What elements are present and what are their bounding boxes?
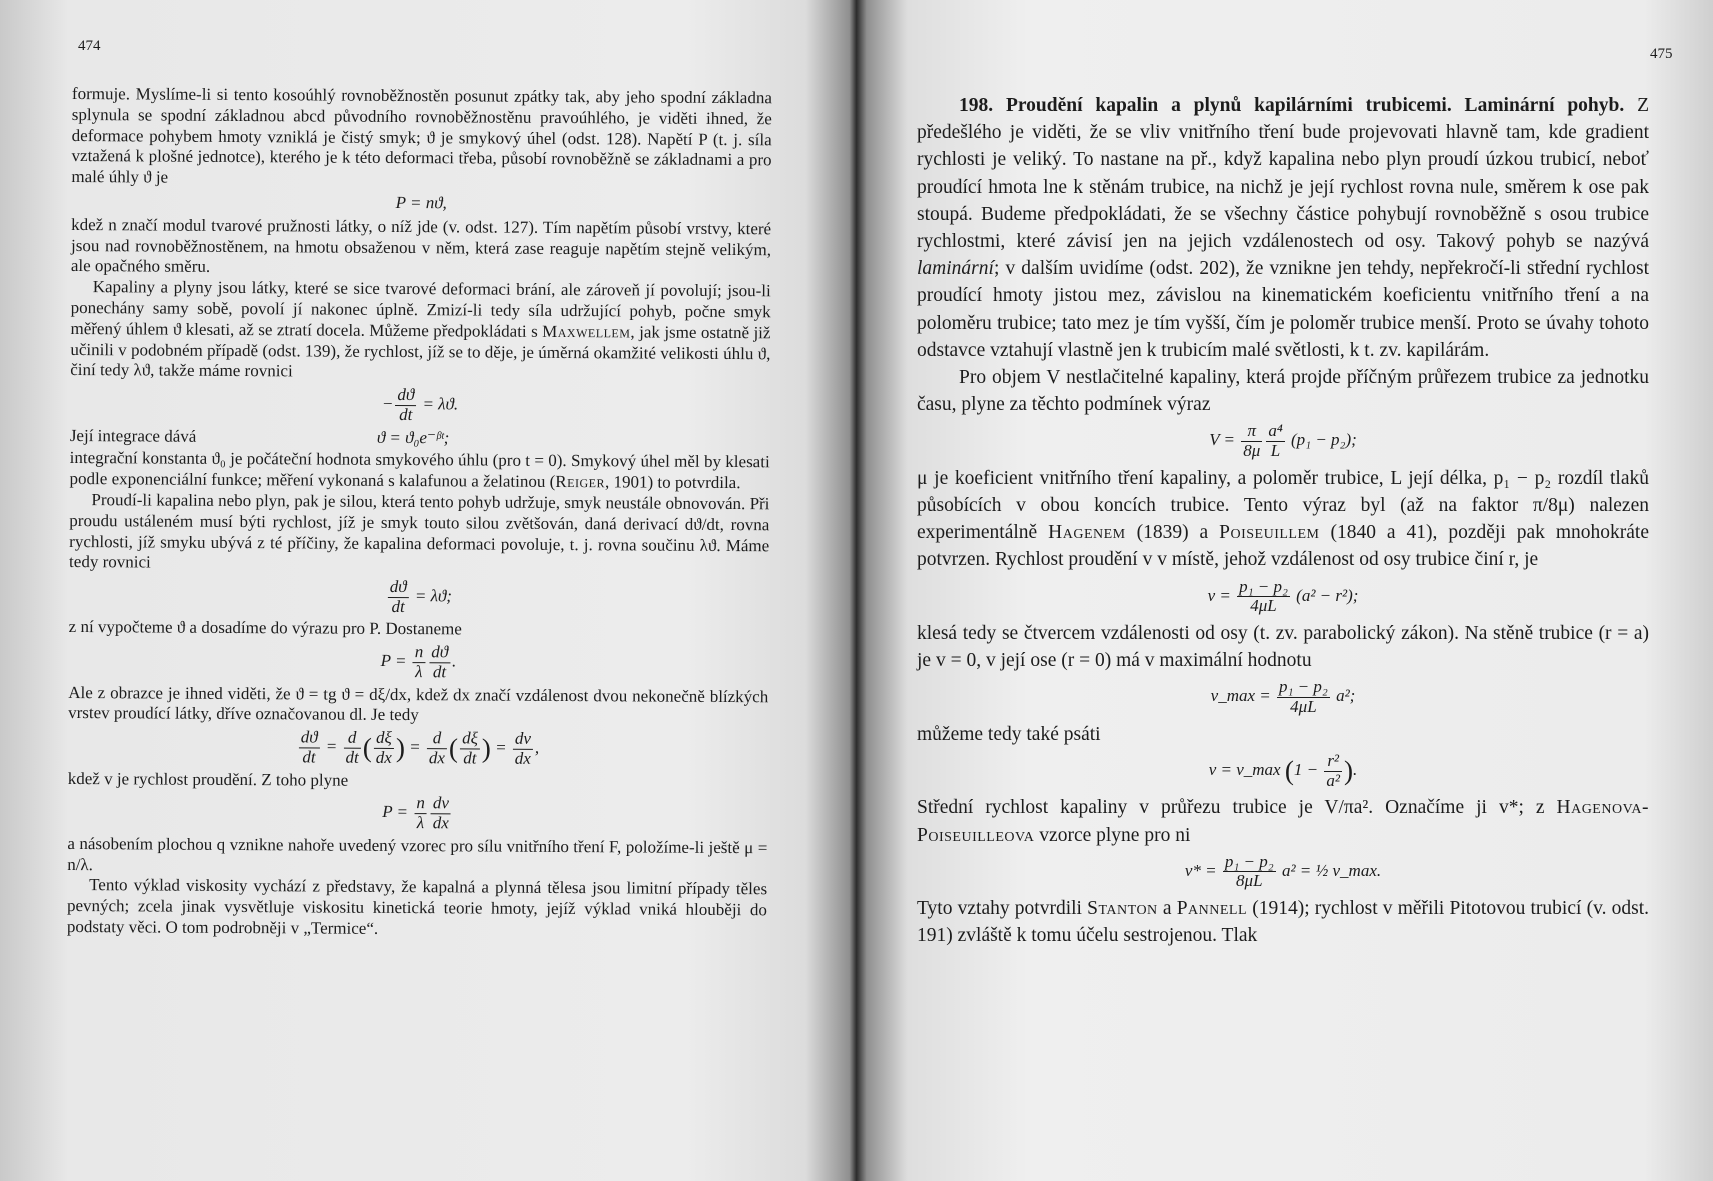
equation: P = nϑ, <box>395 192 447 213</box>
text-run: Střední rychlost kapaliny v průřezu trubice je V/πa². Označíme ji v*; z <box>917 797 1557 819</box>
paragraph <box>70 277 771 385</box>
text-run: Z předešlého je viděti, že se vliv vnitřního tření bude projevovati hlavně tam, kde gradient rychlosti je veliký. To nastane na př., když kapalina nebo plyn proudí úzkou trubicí, neboť proudící hmota lne k stěnám trubice, na nichž je její rychlost rovna nule, směrem k ose pak stoupá. Budeme předpokládati, že se všechny částice pohybují rovnoběžně s osou trubice rychlostmi, které závisí jen na jejich vzdálenostech od osy. Takový pohyb se nazývá <box>917 95 1649 253</box>
text-run: ; v dalším uvidíme (odst. 202), že vznikne jen tehdy, nepřekročí-li střední rychlost proudící hmoty jistou mez, závislou na kinematickém koeficientu vnitřního tření a na poloměru trubice; tato mez je tím vyšší, čím je poloměr trubice menší. Proto se úvahy tohoto odstavce vztahují vlastně jen k trubicím malé světlosti, k t. zv. kapilárám. <box>917 258 1649 361</box>
paragraph: klesá tedy se čtvercem vzdálenosti od osy (t. zv. parabolický zákon). Na stěně trubice (r = a) je v = 0, v její ose (r = 0) má v maximální hodnotu <box>917 623 1649 672</box>
equation: v_max = $\frac{\text{p₁ − p₂}}{4\mu L}$ a²; <box>1210 677 1356 717</box>
equation-row <box>70 426 770 451</box>
paragraph: z ní vypočteme ϑ a dosadíme do výrazu pro P. Dostaneme <box>68 617 462 639</box>
text-run: integrační konstanta ϑ₀ je počáteční hodnota smykového úhlu (pro t = 0). Smykový úhel měl by klesati podle exponenciální funkce; měření vykonaná s kalafunou a želatinou ( <box>69 448 770 492</box>
paragraph: kdež v je rychlost proudění. Z toho plyne <box>67 768 349 790</box>
equation: $\frac{dϑ}{dt}$ = λϑ; <box>69 576 769 619</box>
text-run: (1914); rychlost v měřili Pitotovou trubicí (v. odst. 191) zvláště k tomu účelu sestrojenou. Tlak <box>917 898 1650 947</box>
text-run: (1840 a 41), později pak mnohokráte potvrzen. Rychlost proudění v v místě, jehož vzdálenost od osy trubice činí r, je <box>917 522 1649 571</box>
paragraph <box>70 448 770 494</box>
text-run: (1839) a <box>1125 522 1220 544</box>
equation: v* = $\frac{\text{p₁ − p₂}}{8\mu L}$ a² = ½ v_max. <box>1184 851 1382 891</box>
paragraph <box>917 465 1649 574</box>
paragraph: formuje. Myslíme-li si tento kosoúhlý rovnoběžnostěn posunut zpátky tak, aby jeho spodní základna splynula se spodní základnou abcd původního rovnoběžnostěnu pravoúhlého, je viděti ihned, že deformace pohybem hmoty vzniklá je čistý smyk; ϑ je smykový úhel (odst. 128). Napětí P (t. j. síla vztažená k plošné jednotce), kterého je k této deformaci třeba, působí rovnoběžně se základnami a pro malé úhly ϑ je <box>71 84 772 187</box>
paragraph <box>917 895 1649 949</box>
author-name: Reiger <box>555 472 606 492</box>
equation: ϑ = ϑ₀e⁻ᵝᵗ; <box>376 427 450 447</box>
text-run: Kapaliny a plyny jsou látky, které se sice tvarové deformaci brání, ale zároveň jí povolují; jsou-li ponechány samy sobě, povolí jí nakonec úplně. Zmizí-li tedy síla udržující pohyb, počne smyk měřený úhlem ϑ klesati, až se ztratí docela. Můžeme předpokládati s <box>70 277 771 341</box>
equation: V = $\frac{\pi}{8\mu}$ $\frac{\text{a⁴}}{L}$ (p₁ − p₂); <box>1209 421 1357 461</box>
paragraph: Pro objem V nestlačitelné kapaliny, která projde příčným průřezem trubice za jednotku času, plyne za těchto podmínek výraz <box>917 367 1649 416</box>
right-text-column <box>917 92 1649 950</box>
text-run: μ je koeficient vnitřního tření kapaliny, a poloměr trubice, L její délka, p₁ − p₂ rozdíl tlaků působících v obou koncích trubice. Tento výraz byl (až na faktor π/8μ) nalezen experimentálně <box>917 467 1649 544</box>
paragraph <box>917 92 1649 364</box>
text-run: , 1901) to potvrdila. <box>604 472 741 493</box>
left-page <box>0 0 850 1181</box>
paragraph: můžeme tedy také psáti <box>917 723 1101 745</box>
paragraph: Tento výklad viskosity vychází z představy, že kapalná a plynná tělesa jsou limitní případy těles pevných; zcela jinak vysvětluje viskositu kinetická teorie hmoty, jejíž výklad vniká hlouběji do podstaty věci. O tom podrobněji v „Termice“. <box>66 875 768 938</box>
text-run: vzorce plyne pro ni <box>1034 824 1191 846</box>
paragraph: Proudí-li kapalina nebo plyn, pak je silou, která tento pohyb udržuje, smyk neustále obnovován. Při proudu ustáleném musí býti rychlost, jíž je smyk touto silou zvětšován, daná derivací dϑ/dt, rovna rychlosti, jíž smyku ubývá z té příčiny, že kapalina deformaci povoluje, t. j. rovna součinu λϑ. Máme tedy rovnici <box>69 490 770 572</box>
text-run: Tyto vztahy potvrdili <box>917 898 1088 920</box>
equation: v = $\frac{\text{p₁ − p₂}}{4\mu L}$ (a² − r²); <box>1207 576 1359 616</box>
author-name: Maxwellem <box>542 321 631 342</box>
page-number: 475 <box>1650 46 1673 62</box>
author-name: Hagenem <box>1048 522 1126 544</box>
equation: $\frac{dϑ}{dt}$ = $\frac{d}{dt}$ ( $\frac{d\xi}{dx}$ ) = $\frac{d}{dx}$ ( $\frac{d\xi}{dt}$ ) = $\frac{dv}{dx}$ , <box>68 727 768 770</box>
equation-label: Její integrace dává <box>69 425 197 446</box>
left-text-column <box>67 84 772 942</box>
right-page <box>862 0 1713 1181</box>
section-heading: 198. Proudění kapalin a plynů kapilárními trubicemi. Laminární pohyb. <box>959 95 1625 116</box>
author-name: Stanton <box>1087 898 1158 920</box>
equation: P = $\frac{n}{\lambda}$ $\frac{dv}{dx}$ <box>382 793 449 833</box>
paragraph: kdež n značí modul tvarové pružnosti látky, o níž jde (v. odst. 127). Tím napětím působí vrstvy, které jsou nad rovnoběžnostěnem, na hmotu obsaženou v něm, která zase reaguje napětím stejně velikým, ale opačného směru. <box>70 214 772 277</box>
author-name: Pannell <box>1176 898 1248 920</box>
author-name: Hagenova-Poiseuilleova <box>917 797 1649 846</box>
author-name: Poiseuillem <box>1219 522 1320 544</box>
page-number: 474 <box>78 38 101 54</box>
equation: P = $\frac{n}{\lambda}$ $\frac{dϑ}{dt}$ . <box>380 642 457 682</box>
paragraph <box>917 794 1649 848</box>
text-run: a <box>1157 898 1177 920</box>
emphasis: laminární <box>917 258 994 280</box>
paragraph: a násobením plochou q vznikne nahoře uvedený vzorec pro sílu vnitřního tření F, položíme-li ještě μ = n/λ. <box>67 833 768 874</box>
equation: − $\frac{dϑ}{dt}$ = λϑ. <box>381 385 459 424</box>
text-run: , jak jsme ostatně již učinili v podobném případě (odst. 139), že rychlost, jíž se to děje, je úměrná okamžité velikosti úhlu ϑ, činí tedy λϑ, takže máme rovnici <box>70 322 771 381</box>
equation: v = v_max (1 − $\frac{\text{r²}}{\text{a²}}$ ). <box>1208 750 1358 790</box>
paragraph: Ale z obrazce je ihned viděti, že ϑ = tg ϑ = dξ/dx, kdež dx značí vzdálenost dvou nekonečně blízkých vrstev proudící látky, dříve označovanou dl. Je tedy <box>68 682 769 725</box>
